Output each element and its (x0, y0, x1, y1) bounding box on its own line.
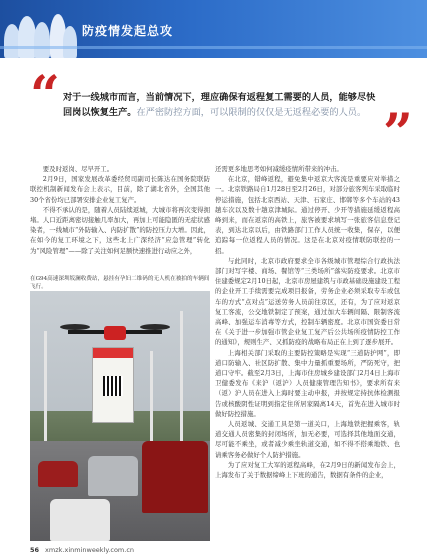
light-pole (150, 351, 153, 451)
car (142, 441, 208, 513)
qr-code-icon (103, 376, 123, 396)
car (88, 456, 138, 496)
car (38, 461, 78, 487)
drone-photo (30, 291, 210, 541)
lead-light-text: 在严密防控方面，可以限制的仅仅是无返程必要的人员。 (136, 107, 367, 118)
paragraph: 在北京，错峰返程，避免集中返京大客流是重要应对举措之一。北京铁路局自1月28日至2月26日，对部分旅客列车采取临时停运措施，包括北京西站、天津、石家庄、邯郸等多个车站的43趟车次以及数十趟京津城际。通过停开、少开等措施延缓返程高峰到来，而在返京的高铁上，旅客被要求填写一张旅客信息登记表，到达北京以后，由铁路部门工作人员统一收集，保存，以便追踪每一位返程人员的情况。这是在北京对疫情联防联控的一招。 (215, 175, 400, 255)
header-banner (0, 0, 427, 58)
light-pole (44, 331, 47, 451)
page-footer (30, 546, 330, 554)
qr-code-sign (92, 347, 134, 423)
paragraph: 2月9日，国家发展改革委经贸司副司长陈达在国务院联防联控机制新闻发布会上表示，目前，除了湖北省外，全国其他30个省份均已部署安排企业复工复产。 (30, 175, 210, 204)
paragraph: 要及时返岗、尽早开工。 (42, 165, 114, 173)
section-title: 防疫情发起总攻 (82, 24, 174, 38)
paragraph: 不得不承认的是，随着人员陆续返城，大城市将再次变得拥堵。人口近距离密切接触几率加大，再加上可能隐匿的无症状感染者，一线城市“外防输入、内防扩散”的防控压力大增。因此，在如今的复工环境之下，这些北上广深经济“应急管理”转化为“风险管理”——除了关注如何足额快速推进行动应之外， (30, 205, 210, 255)
paragraph: 人员返城、交通工具是第一道关口，上海地铁把握乘客，轨道交通人员密集的封闭场所，加无必要，可选择其他地面交通，尽可能不乘坐，或者减少乘坐轨道交通，如不得不搭乘地铁、也请乘客务必做好个人防护措施。 (215, 420, 400, 459)
close-quote-mark: ” (383, 103, 413, 164)
page-number: 56 (30, 546, 40, 554)
car (50, 499, 110, 541)
light-pole (180, 311, 183, 451)
photo-caption: 在G94高速深圳坂澜收费站，悬挂有孕妇二维码的无人机在被拍的车辆间飞行。 (30, 276, 210, 290)
lead-quote (63, 90, 379, 120)
site-url: xmzk.xinminweekly.com.cn (45, 546, 135, 554)
drone (60, 316, 170, 350)
paragraph: 为了应对复工大军的返程高峰，在2月9日的新闻发布会上，上海发布了关于数据缔峰上下班的通告，数据有条件的企业， (215, 460, 400, 480)
paragraph: 还需更多地思考如何减缓疫情所带来的冲击。 (215, 165, 343, 173)
paragraph: 上海相关部门采取的主要防控策略是实现“三道防护网”，即道口防输入、社区防扩散、集中力量抓重要场所，严防死守，把道口守牢。截至2月3日，上海市住房城乡建设部门2月4日上海市卫健委发布《来沪（返沪）人员健康管理告知书》，要求所有来（返）沪人员在进入上海时要主动申报，并按规定持抗体检测报告或核酸阴性证明到指定住所居家隔离14天，首先在进入城市时做好防控措施。 (215, 348, 400, 418)
paragraph: 与此同时，北京市政府要求全市各级城市管理综合行政执法部门对写字楼、商场、餐馆等“三类场所”落实防疫要求。北京市住建委规定2月10日起，北京市房屋建筑与市政基础设施建设工程的企业开工手续需要完成项目报备，劳务企业必须采取专车或包车的方式“点对点”运送劳务人员前往京区，还有，为了应对返京复工客流，公交地铁制定了预案，通过加大车辆间隔、限制客流高峰、加强运车消毒等方式，控制车辆密度。北京市国资委日常在《关于进一步加强市管企业复工复产后公共场所疫情防控工作的通知》，规则生产、又抓防疫的战略布局正在上到了逐步展开。 (215, 256, 400, 347)
banner-stripe (0, 46, 427, 49)
right-column (215, 164, 400, 480)
lead-bold-text: 对于一线城市而言，当前情况下，理应确保有返程复工需要的人员，能够尽快回岗以恢复生产。 (63, 92, 376, 118)
medical-workers-illustration (0, 0, 80, 58)
open-quote-mark: “ (30, 65, 60, 126)
left-column (30, 164, 210, 256)
